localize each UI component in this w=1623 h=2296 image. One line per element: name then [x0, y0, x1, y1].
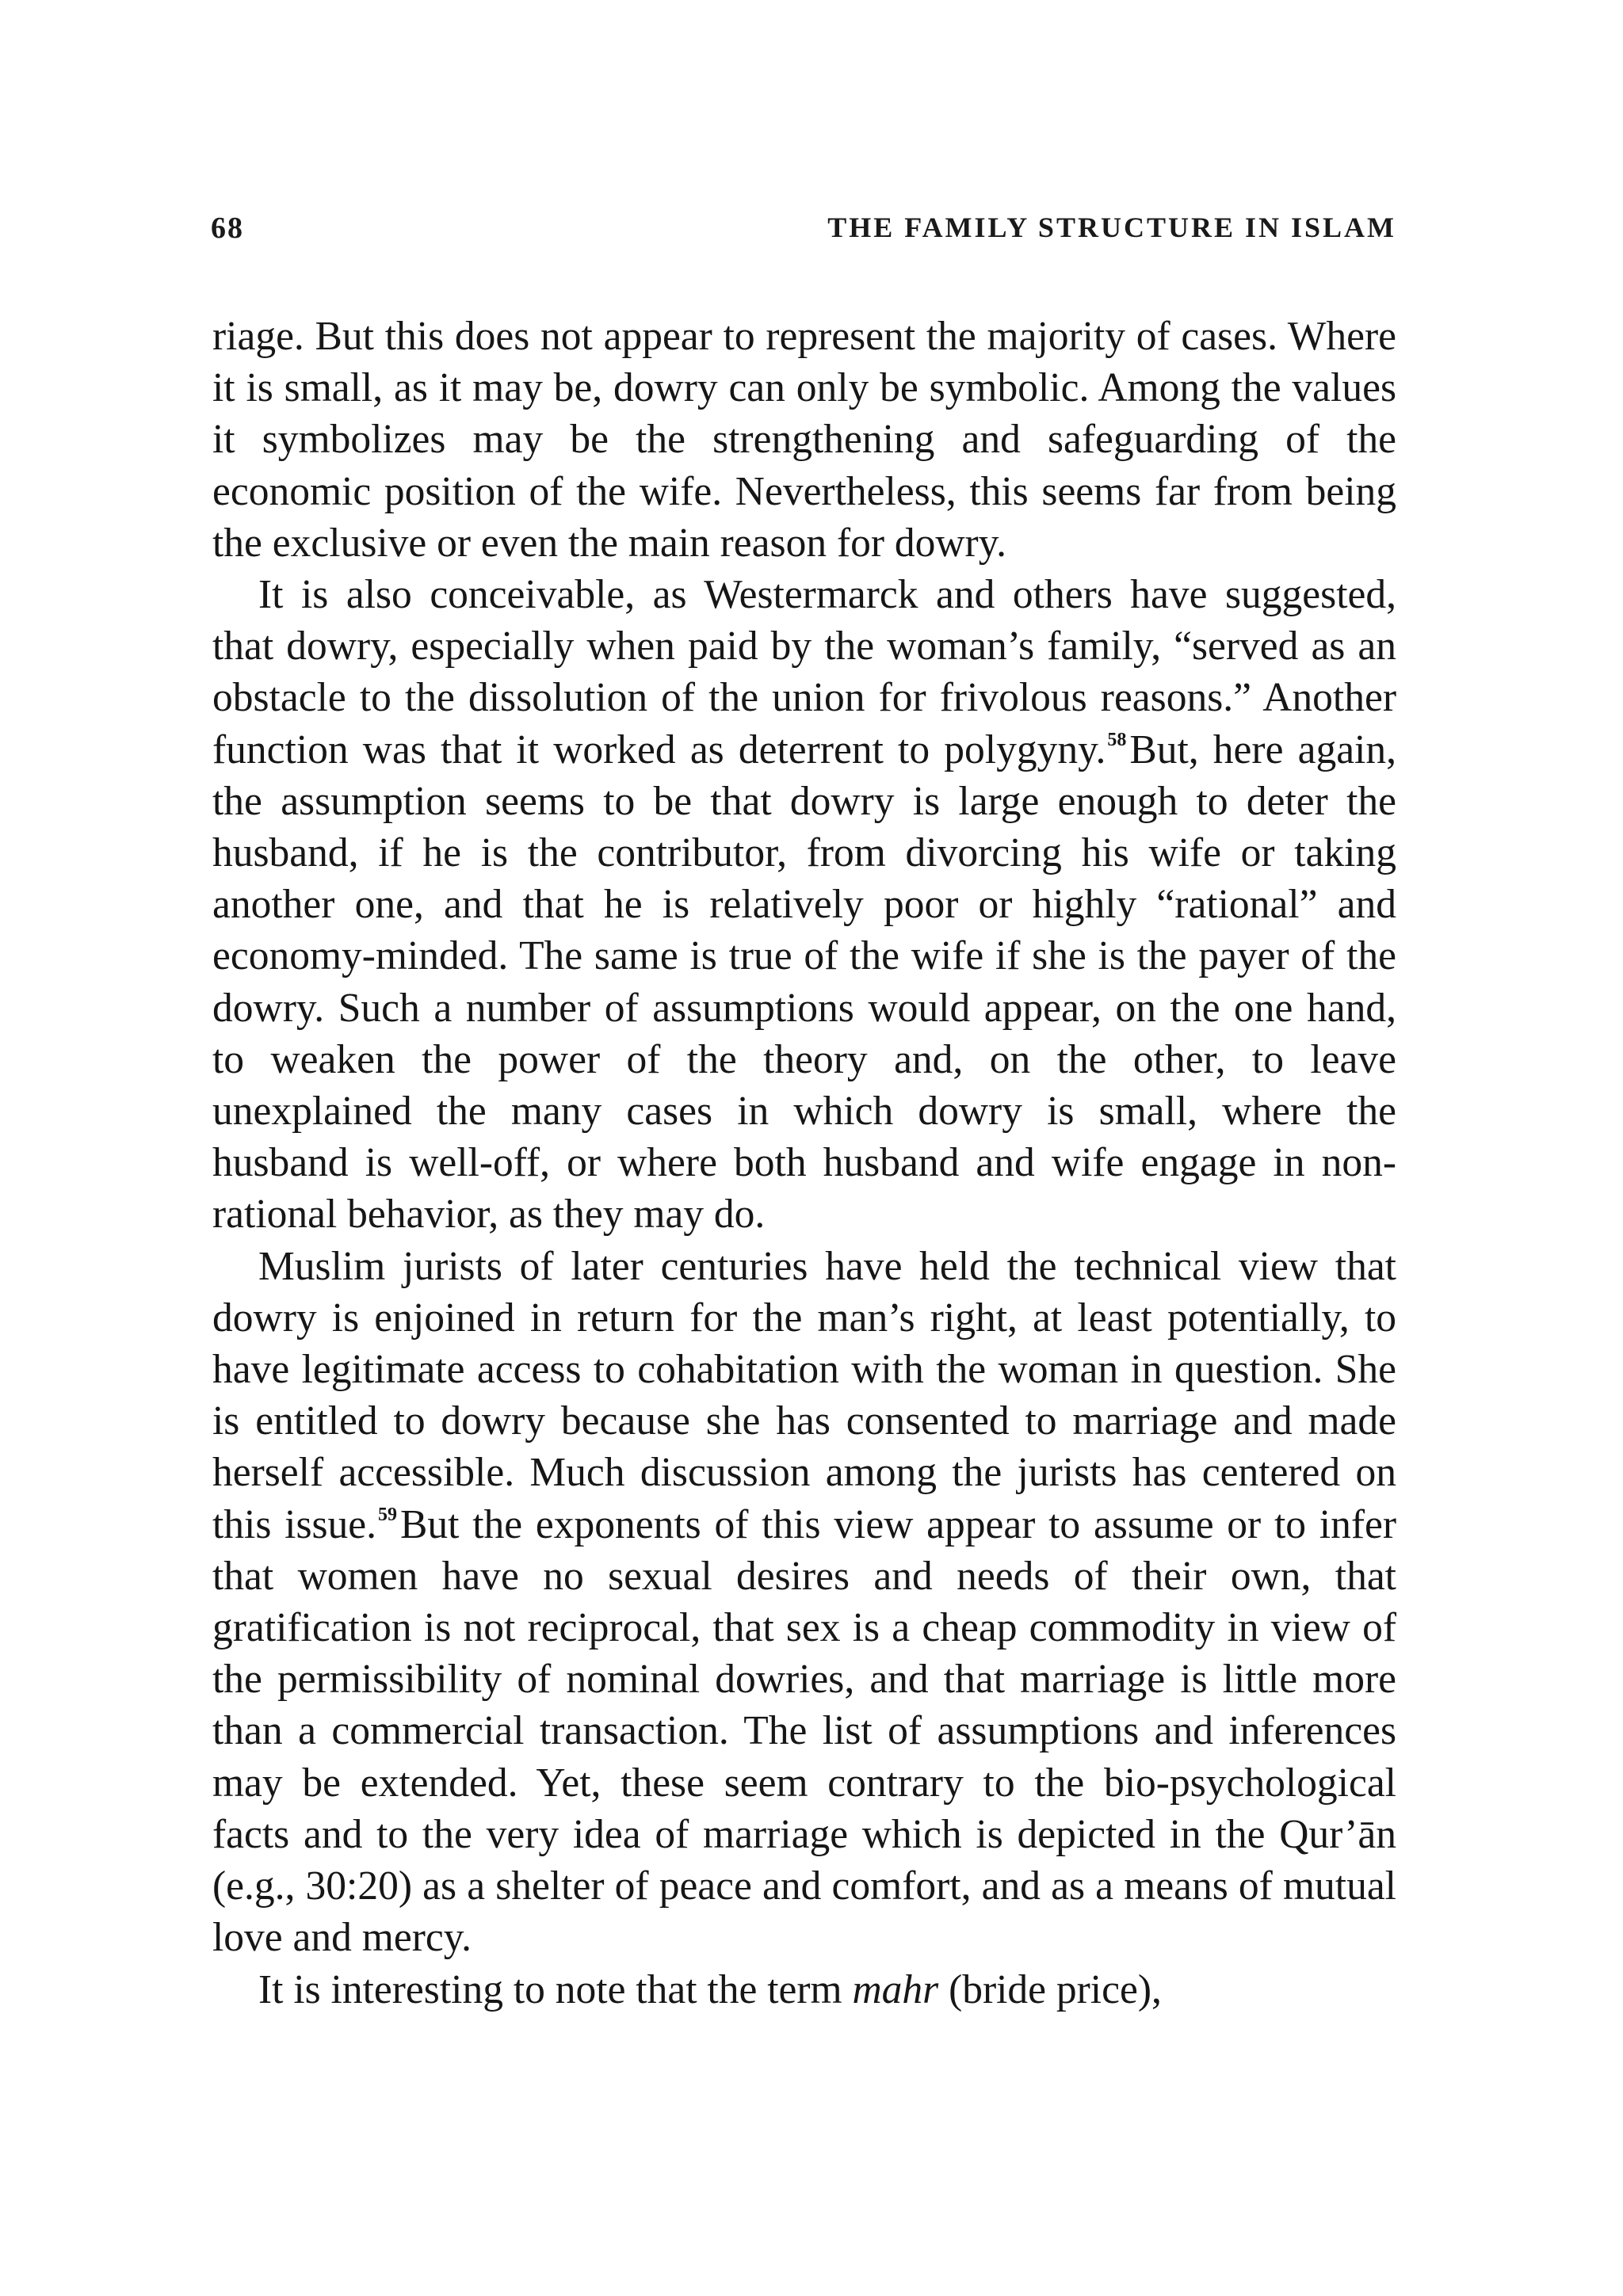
- running-head: [211, 211, 1396, 250]
- paragraph-2: [212, 569, 1396, 1241]
- paragraph-3-text-b: But the exponents of this view appear to assume or to infer that women have no sexual desires and needs of their own, that gratification is not reciprocal, that sex is a cheap commodity in view of the permissibility of nominal dowries, and that marriage is little more than a commercial transaction. The list of assumptions and inferences may be extended. Yet, these seem contrary to the bio-psychological facts and to the very idea of marriage which is depicted in the Qur’ān (e.g., 30:20) as a shelter of peace and comfort, and as a means of mutual love and mercy.: [212, 1501, 1396, 1961]
- footnote-ref-58: 58: [1107, 729, 1127, 750]
- paragraph-2-text-b: But, here again, the assumption seems to be that dowry is large enough to deter the husband, if he is the contributor, from divorcing his wife or taking another one, and that he is relatively poor or highly “rational” and economy-minded. The same is true of the wife if she is the payer of the dowry. Such a number of assumptions would appear, on the one hand, to weaken the power of the theory and, on the other, to leave unexplained the many cases in which dowry is small, where the husband is well-off, or where both husband and wife engage in non-rational behavior, as they may do.: [212, 727, 1396, 1238]
- body-text: [212, 311, 1396, 2016]
- footnote-ref-59: 59: [378, 1504, 398, 1525]
- book-title: THE FAMILY STRUCTURE IN ISLAM: [827, 212, 1396, 243]
- paragraph-3-text-a: Muslim jurists of later centuries have held the technical view that dowry is enjoined in return for the man’s right, at least potentially, to have legitimate access to cohabitation with the woman in question. She is entitled to dowry because she has consented to marriage and made herself accessible. Much discussion among the jurists has centered on this issue.: [212, 1243, 1396, 1547]
- paragraph-3: [212, 1241, 1396, 1964]
- paragraph-2-text-a: It is also conceivable, as Westermarck and others have suggested, that dowry, especially when paid by the woman’s family, “served as an obstacle to the dissolution of the union for frivolous reasons.” Another function was that it worked as deterrent to polygyny.: [212, 572, 1396, 772]
- paragraph-4: [212, 1964, 1396, 2016]
- page-number: 68: [211, 212, 244, 245]
- paragraph-1: [212, 311, 1396, 569]
- paragraph-4-text-b: (bride price),: [949, 1966, 1162, 2012]
- term-mahr: mahr: [852, 1966, 939, 2012]
- paragraph-4-text-a: It is interesting to note that the term: [258, 1966, 842, 2012]
- paragraph-1-text: riage. But this does not appear to represent the majority of cases. Where it is small, as it may be, dowry can only be symbolic. Among the values it symbolizes may be the strengthening and safeguarding of the economic position of the wife. Nevertheless, this seems far from being the exclusive or even the main reason for dowry.: [212, 314, 1396, 566]
